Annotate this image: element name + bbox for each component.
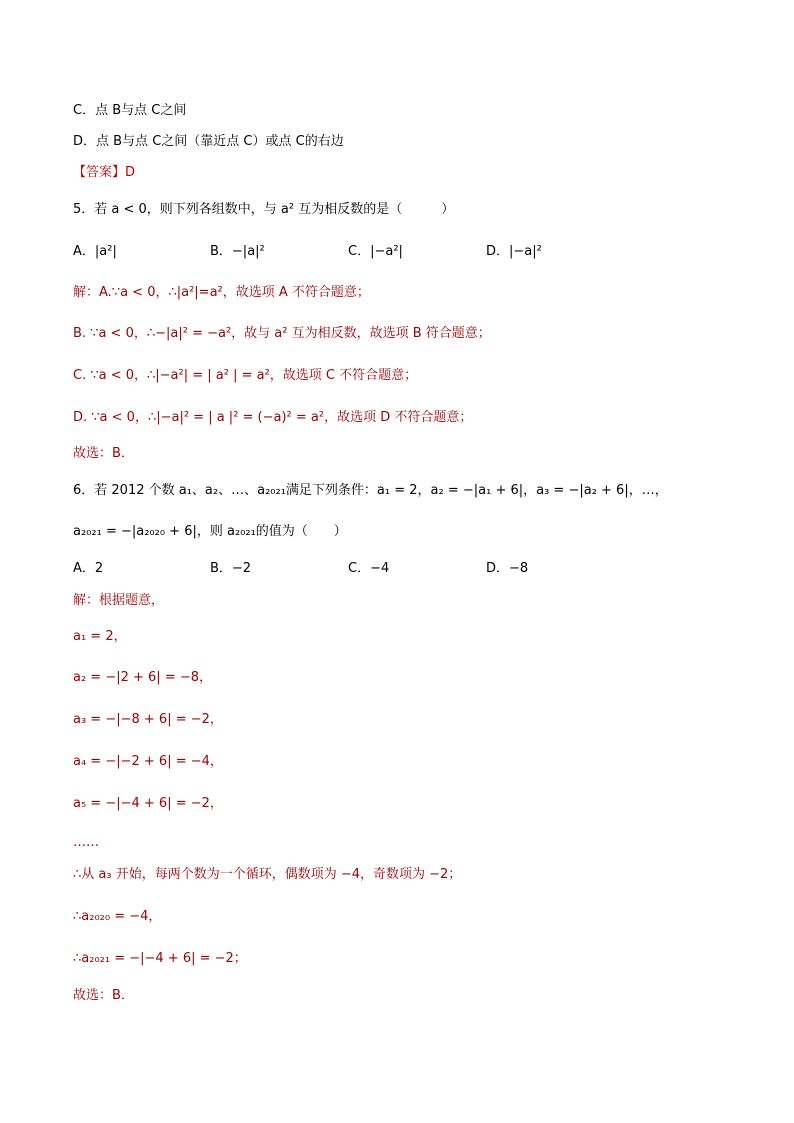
question-6-term-a3: a₃ = −|−8 + 6| = −2， bbox=[73, 712, 223, 727]
question-6-option-b: B．−2 bbox=[210, 561, 252, 576]
question-6-stem-line-2: a₂₀₂₁ = −|a₂₀₂₀ + 6|，则 a₂₀₂₁的值为（ ） bbox=[73, 524, 347, 539]
question-5-option-d: D．|−a|² bbox=[486, 244, 542, 259]
question-6-term-a4: a₄ = −|−2 + 6| = −4， bbox=[73, 754, 223, 769]
answer-value: D bbox=[125, 165, 136, 180]
question-6-solution-intro: 解：根据题意， bbox=[73, 593, 165, 608]
question-5-solution-a: 解：A.∵a < 0，∴|a²|=a²，故选项 A 不符合题意； bbox=[73, 285, 370, 300]
question-5-stem: 5．若 a < 0，则下列各组数中，与 a² 互为相反数的是（ ） bbox=[73, 202, 455, 217]
question-5-option-c: C．|−a²| bbox=[348, 244, 403, 259]
question-6-term-a2: a₂ = −|2 + 6| = −8， bbox=[73, 670, 213, 685]
question-5-option-a: A．|a²| bbox=[73, 244, 117, 259]
question-6-term-a1: a₁ = 2， bbox=[73, 629, 127, 644]
question-6-term-a2021: ∴a₂₀₂₁ = −|−4 + 6| = −2； bbox=[73, 951, 247, 966]
previous-option-d: D．点 B与点 C之间（靠近点 C）或点 C的右边 bbox=[73, 134, 344, 149]
question-6-cycle-note: ∴从 a₃ 开始，每两个数为一个循环，偶数项为 −4，奇数项为 −2； bbox=[73, 867, 462, 882]
question-6-option-c: C．−4 bbox=[348, 561, 390, 576]
question-6-option-d: D．−8 bbox=[486, 561, 529, 576]
question-5-solution-d: D. ∵a < 0，∴|−a|² = | a |² = (−a)² = a²，故选项 D 不符合题意； bbox=[73, 410, 473, 425]
question-6-option-a: A．2 bbox=[73, 561, 104, 576]
question-5-solution-b: B. ∵a < 0，∴−|a|² = −a²，故与 a² 互为相反数，故选项 B 符合题意； bbox=[73, 326, 491, 341]
question-6-term-a5: a₅ = −|−4 + 6| = −2， bbox=[73, 796, 223, 811]
answer-line bbox=[73, 164, 135, 182]
answer-label: 【答案】 bbox=[73, 165, 126, 180]
question-6-ellipsis: …… bbox=[73, 835, 99, 850]
question-5-solution-c: C. ∵a < 0，∴|−a²| = | a² | = a²，故选项 C 不符合题意； bbox=[73, 368, 418, 383]
question-6-stem-line-1: 6．若 2012 个数 a₁、a₂、…、a₂₀₂₁满足下列条件：a₁ = 2，a₂ = −|a₁ + 6|，a₃ = −|a₂ + 6|，…， bbox=[73, 483, 668, 498]
question-6-term-a2020: ∴a₂₀₂₀ = −4， bbox=[73, 909, 162, 924]
question-5-option-b: B．−|a|² bbox=[210, 244, 265, 259]
previous-option-c: C．点 B与点 C之间 bbox=[73, 103, 187, 118]
question-6-choice: 故选：B． bbox=[73, 988, 134, 1003]
question-5-choice: 故选：B． bbox=[73, 446, 134, 461]
